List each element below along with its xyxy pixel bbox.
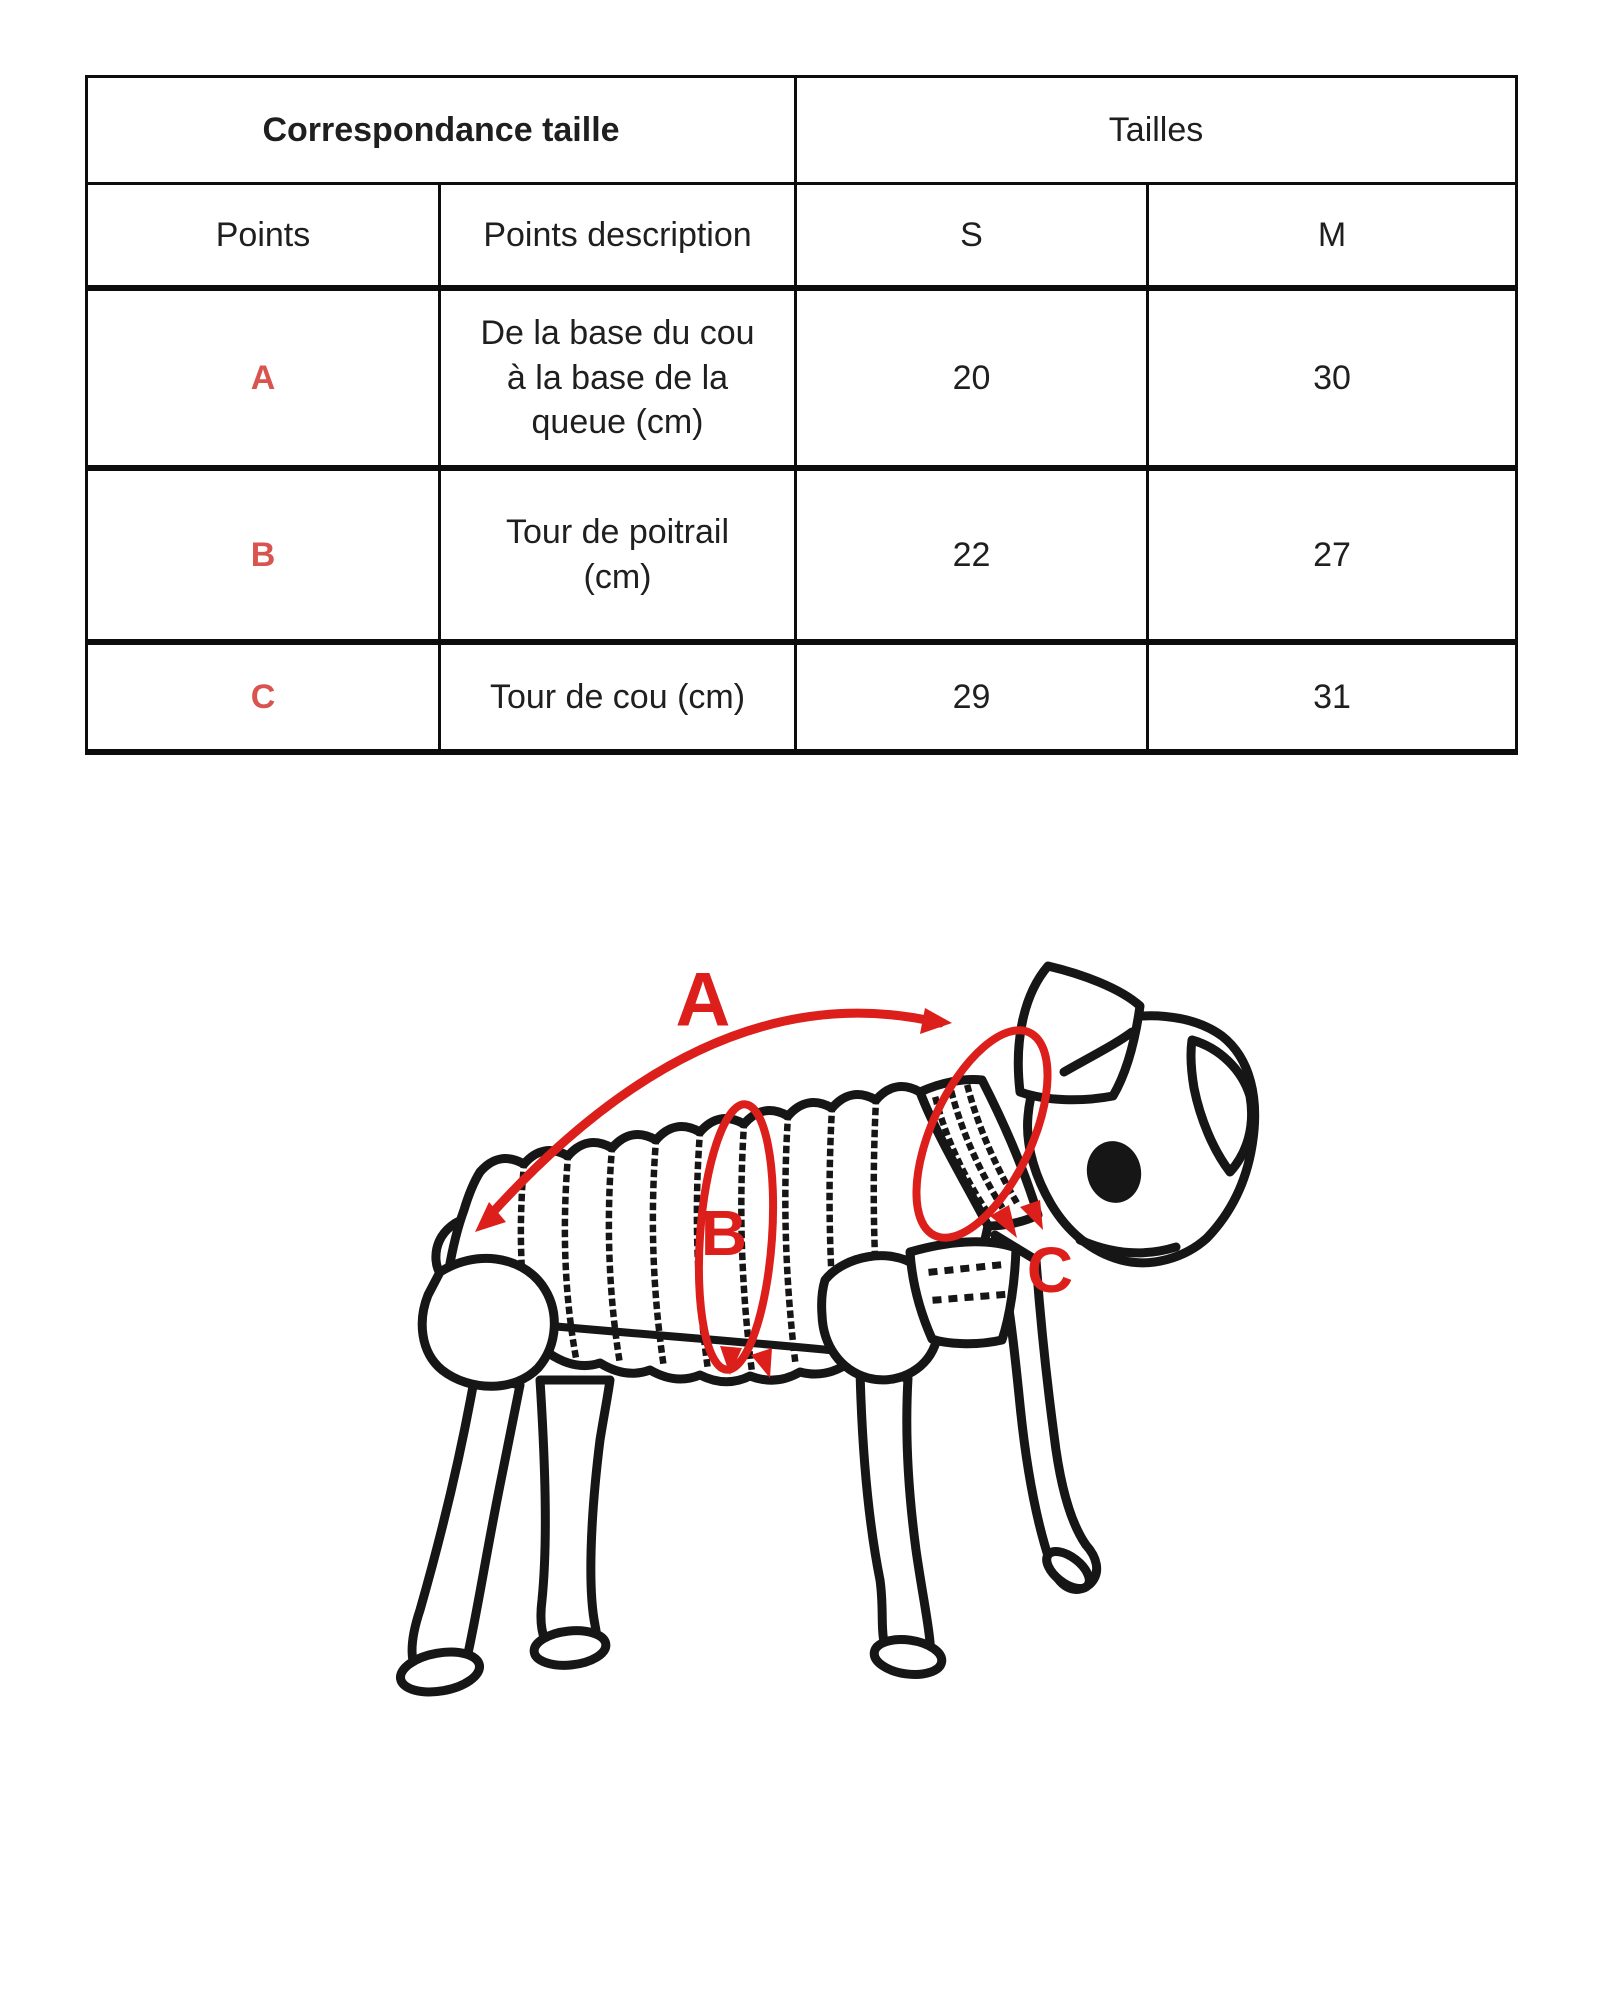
- table-row-a: [87, 288, 1517, 468]
- col-header-size-s: S: [796, 184, 1148, 289]
- dog-rear-thigh: [422, 1258, 554, 1386]
- point-description-a: De la base du cou à la base de la queue (cm): [440, 288, 796, 468]
- point-letter-b: B: [87, 468, 440, 642]
- dog-front-leg-near: [860, 1370, 930, 1664]
- diagram-label-b: B: [700, 1197, 748, 1269]
- col-header-size-m: M: [1148, 184, 1517, 289]
- table-row-c: [87, 642, 1517, 752]
- point-letter-a: A: [87, 288, 440, 468]
- size-table: [85, 75, 1518, 755]
- sizes-header: Tailles: [796, 77, 1517, 184]
- dog-rear-leg-far: [540, 1380, 610, 1658]
- value-b-m: 27: [1148, 468, 1517, 642]
- diagram-label-c: C: [1026, 1234, 1074, 1306]
- table-row-b: [87, 468, 1517, 642]
- dog-drawing: [380, 920, 1300, 1720]
- col-header-description: Points description: [440, 184, 796, 289]
- point-letter-c: C: [87, 642, 440, 752]
- value-a-m: 30: [1148, 288, 1517, 468]
- arrowhead-a-neck: [920, 1008, 952, 1034]
- col-header-points: Points: [87, 184, 440, 289]
- table-title: Correspondance taille: [87, 77, 796, 184]
- dog-rear-leg-near: [412, 1375, 520, 1684]
- value-c-m: 31: [1148, 642, 1517, 752]
- value-b-s: 22: [796, 468, 1148, 642]
- table-header-row: [87, 77, 1517, 184]
- diagram-label-a: A: [675, 957, 731, 1043]
- value-c-s: 29: [796, 642, 1148, 752]
- column-header-row: [87, 184, 1517, 289]
- dog-rear-foot-far: [532, 1627, 607, 1668]
- dog-measurement-diagram: [380, 920, 1300, 1720]
- dog-outline: [397, 966, 1254, 1698]
- value-a-s: 20: [796, 288, 1148, 468]
- point-description-b: Tour de poitrail (cm): [440, 468, 796, 642]
- point-description-c: Tour de cou (cm): [440, 642, 796, 752]
